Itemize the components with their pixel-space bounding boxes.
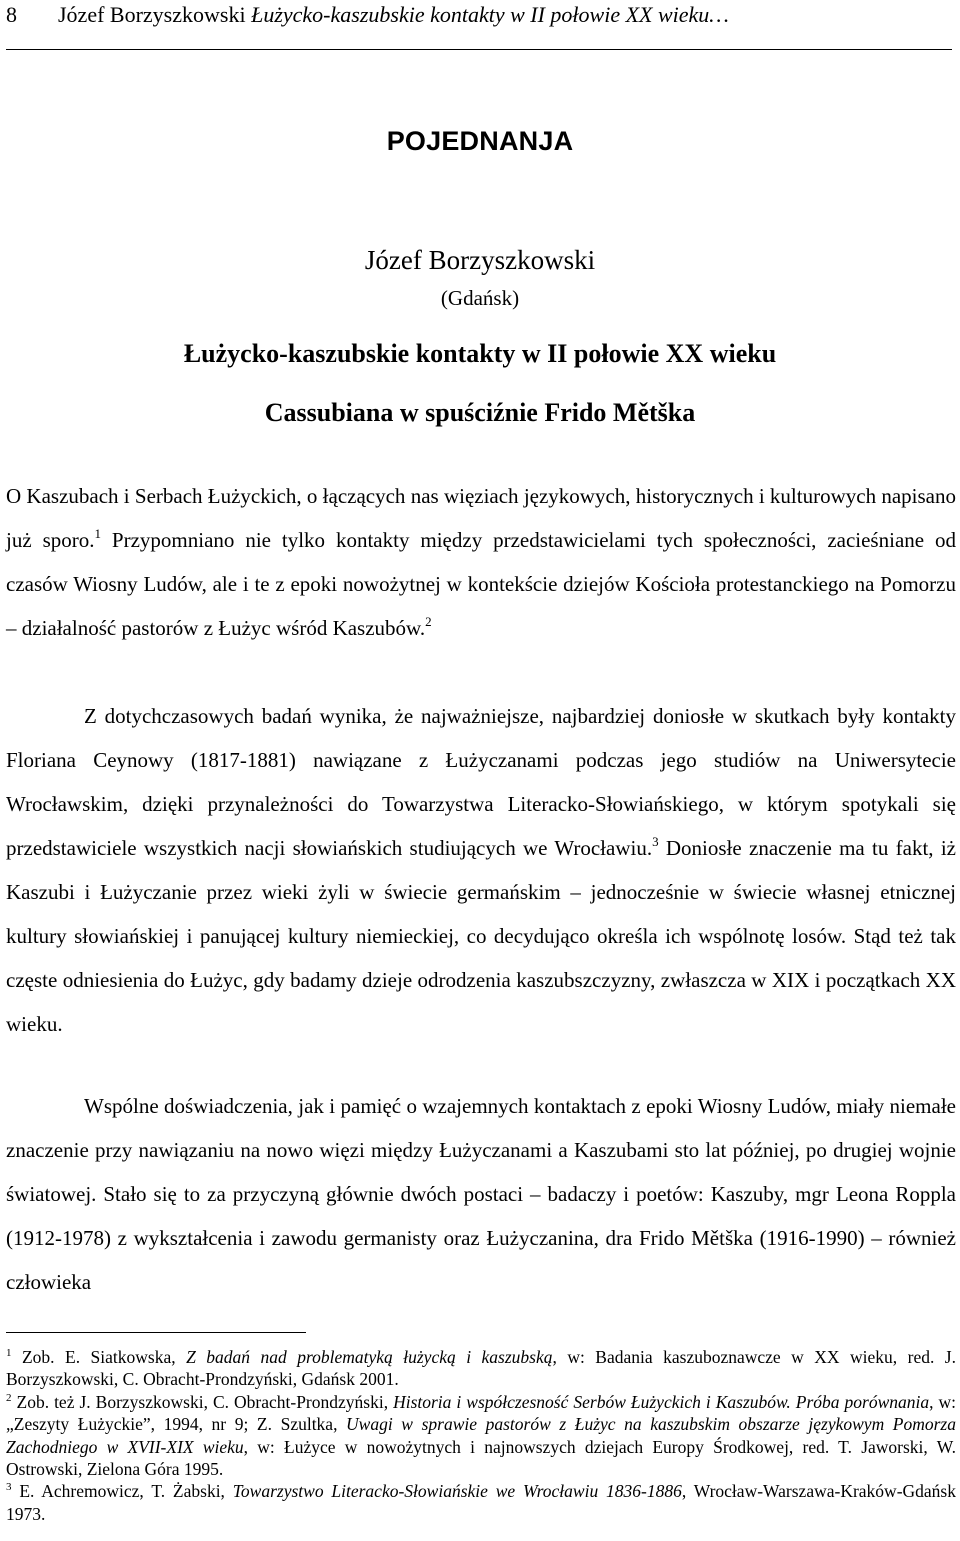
paragraph-text: Doniosłe znaczenie ma tu fakt, iż Kaszubi i Łużyczanie przez wieki żyli w świecie germańskim – jednocześnie w świecie własnej etnicznej kultury słowiańskiej i panującej kultury niemieckiej, co decydująco określa ich wspólnotę losów. Stąd też tak częste odniesienia do Łużyc, gdy badamy dzieje odrodzenia kaszubszczyzny, zwłaszcza w XIX i początkach XX wieku. [6, 836, 956, 1036]
footnote-citation-title: Historia i współczesność Serbów Łużyckich i Kaszubów. Próba porównania [393, 1391, 930, 1412]
footnote-ref-3[interactable]: 3 [652, 834, 659, 849]
paragraph-text: Z dotychczasowych badań wynika, że najważniejsze, najbardziej doniosłe w skutkach były kontakty Floriana Ceynowy (1817-1881) nawiązane z Łużyczanami podczas jego studiów na Uniwersytecie Wrocławskim, dzięki przynależności do Towarzystwa Literacko-Słowiańskiego, w którym spotykali się przedstawiciele wszystkich nacji słowiańskich studiujących we Wrocławiu. [6, 704, 956, 860]
article-title: Łużycko-kaszubskie kontakty w II połowie XX wieku [183, 339, 777, 368]
paragraph-text: Przypomniano nie tylko kontakty między przedstawicielami tych społeczności, zacieśniane od czasów Wiosny Ludów, ale i te z epoki nowożytnej w kontekście dziejów Kościoła protestanckiego na Pomorzu – działalność pastorów z Łużyc wśród Kaszubów. [6, 528, 957, 640]
page-number: 8 [6, 2, 17, 27]
footnote-citation-title: Uwagi w sprawie pastorów z Łużyc na kaszubskim obszarze językowym Pomorza Zachodniego w XVII-XIX wieku [6, 1414, 956, 1457]
paragraph-3 [6, 1084, 956, 1304]
footnote-ref-2[interactable]: 2 [425, 614, 432, 629]
footnote-text: Zob. E. Siatkowska, [11, 1347, 187, 1367]
paragraph-1 [6, 474, 956, 650]
footnote-text: , w: Badania kaszuboznawcze w XX wieku, red. J. Borzyszkowski, C. Obracht-Prondzyński, Gdańsk 2001. [6, 1347, 956, 1390]
author-affiliation: (Gdańsk) [440, 286, 520, 310]
footnote-citation-title: Z badań nad problematyką łużycką i kaszubską [186, 1347, 553, 1367]
paragraph-2 [6, 694, 956, 1046]
footnote-number: 2 [6, 1391, 12, 1404]
footnote-number: 1 [6, 1347, 12, 1359]
footnote-2 [6, 1391, 956, 1481]
article-author: Józef Borzyszkowski [364, 245, 596, 275]
footnote-citation-title: Towarzystwo Literacko-Słowiańskie we Wrocławiu 1836-1886 [232, 1481, 682, 1502]
footnote-text: , w: „Zeszyty Łużyckie”, 1994, nr 9; Z. Szultka, [6, 1391, 957, 1435]
footnote-text: Zob. też J. Borzyszkowski, C. Obracht-Prondzyński, [11, 1391, 394, 1412]
footnote-1 [6, 1346, 956, 1391]
header-rule [6, 49, 952, 50]
running-head-title: Łużycko-kaszubskie kontakty w II połowie XX wieku… [251, 2, 729, 27]
footnote-text: E. Achremowicz, T. Żabski, [11, 1481, 233, 1502]
section-heading: POJEDNANJA [386, 126, 574, 156]
footnotes [6, 1346, 956, 1525]
paragraph-text: Wspólne doświadczenia, jak i pamięć o wzajemnych kontaktach z epoki Wiosny Ludów, miały niemałe znaczenie przy nawiązaniu na nowo więzi między Łużyczanami a Kaszubami sto lat później, po drugiej wojnie światowej. Stało się to za przyczyną głównie dwóch postaci – badaczy i poetów: Kaszuby, mgr Leona Roppla (1912-1978) z wykształcenia i zawodu germanisty oraz Łużyczanina, dra Frido Mětška (1916-1990) – również człowieka [6, 1094, 956, 1294]
running-head-author: Józef Borzyszkowski [58, 2, 246, 27]
footnote-text: , w: Łużyce w nowożytnych i najnowszych dziejach Europy Środkowej, red. T. Jaworski, W. Ostrowski, Zielona Góra 1995. [6, 1436, 956, 1480]
running-head [6, 0, 956, 36]
footnote-text: , Wrocław-Warszawa-Kraków-Gdańsk 1973. [6, 1481, 956, 1524]
article-subtitle: Cassubiana w spuściźnie Frido Mětška [264, 398, 696, 427]
footnote-3 [6, 1480, 956, 1525]
paragraph-text: O Kaszubach i Serbach Łużyckich, o łączących nas więziach językowych, historycznych i kulturowych napisano już sporo. [6, 484, 956, 552]
footnote-ref-1[interactable]: 1 [94, 526, 101, 541]
footnote-number: 3 [6, 1481, 12, 1494]
footnote-separator [6, 1332, 306, 1333]
